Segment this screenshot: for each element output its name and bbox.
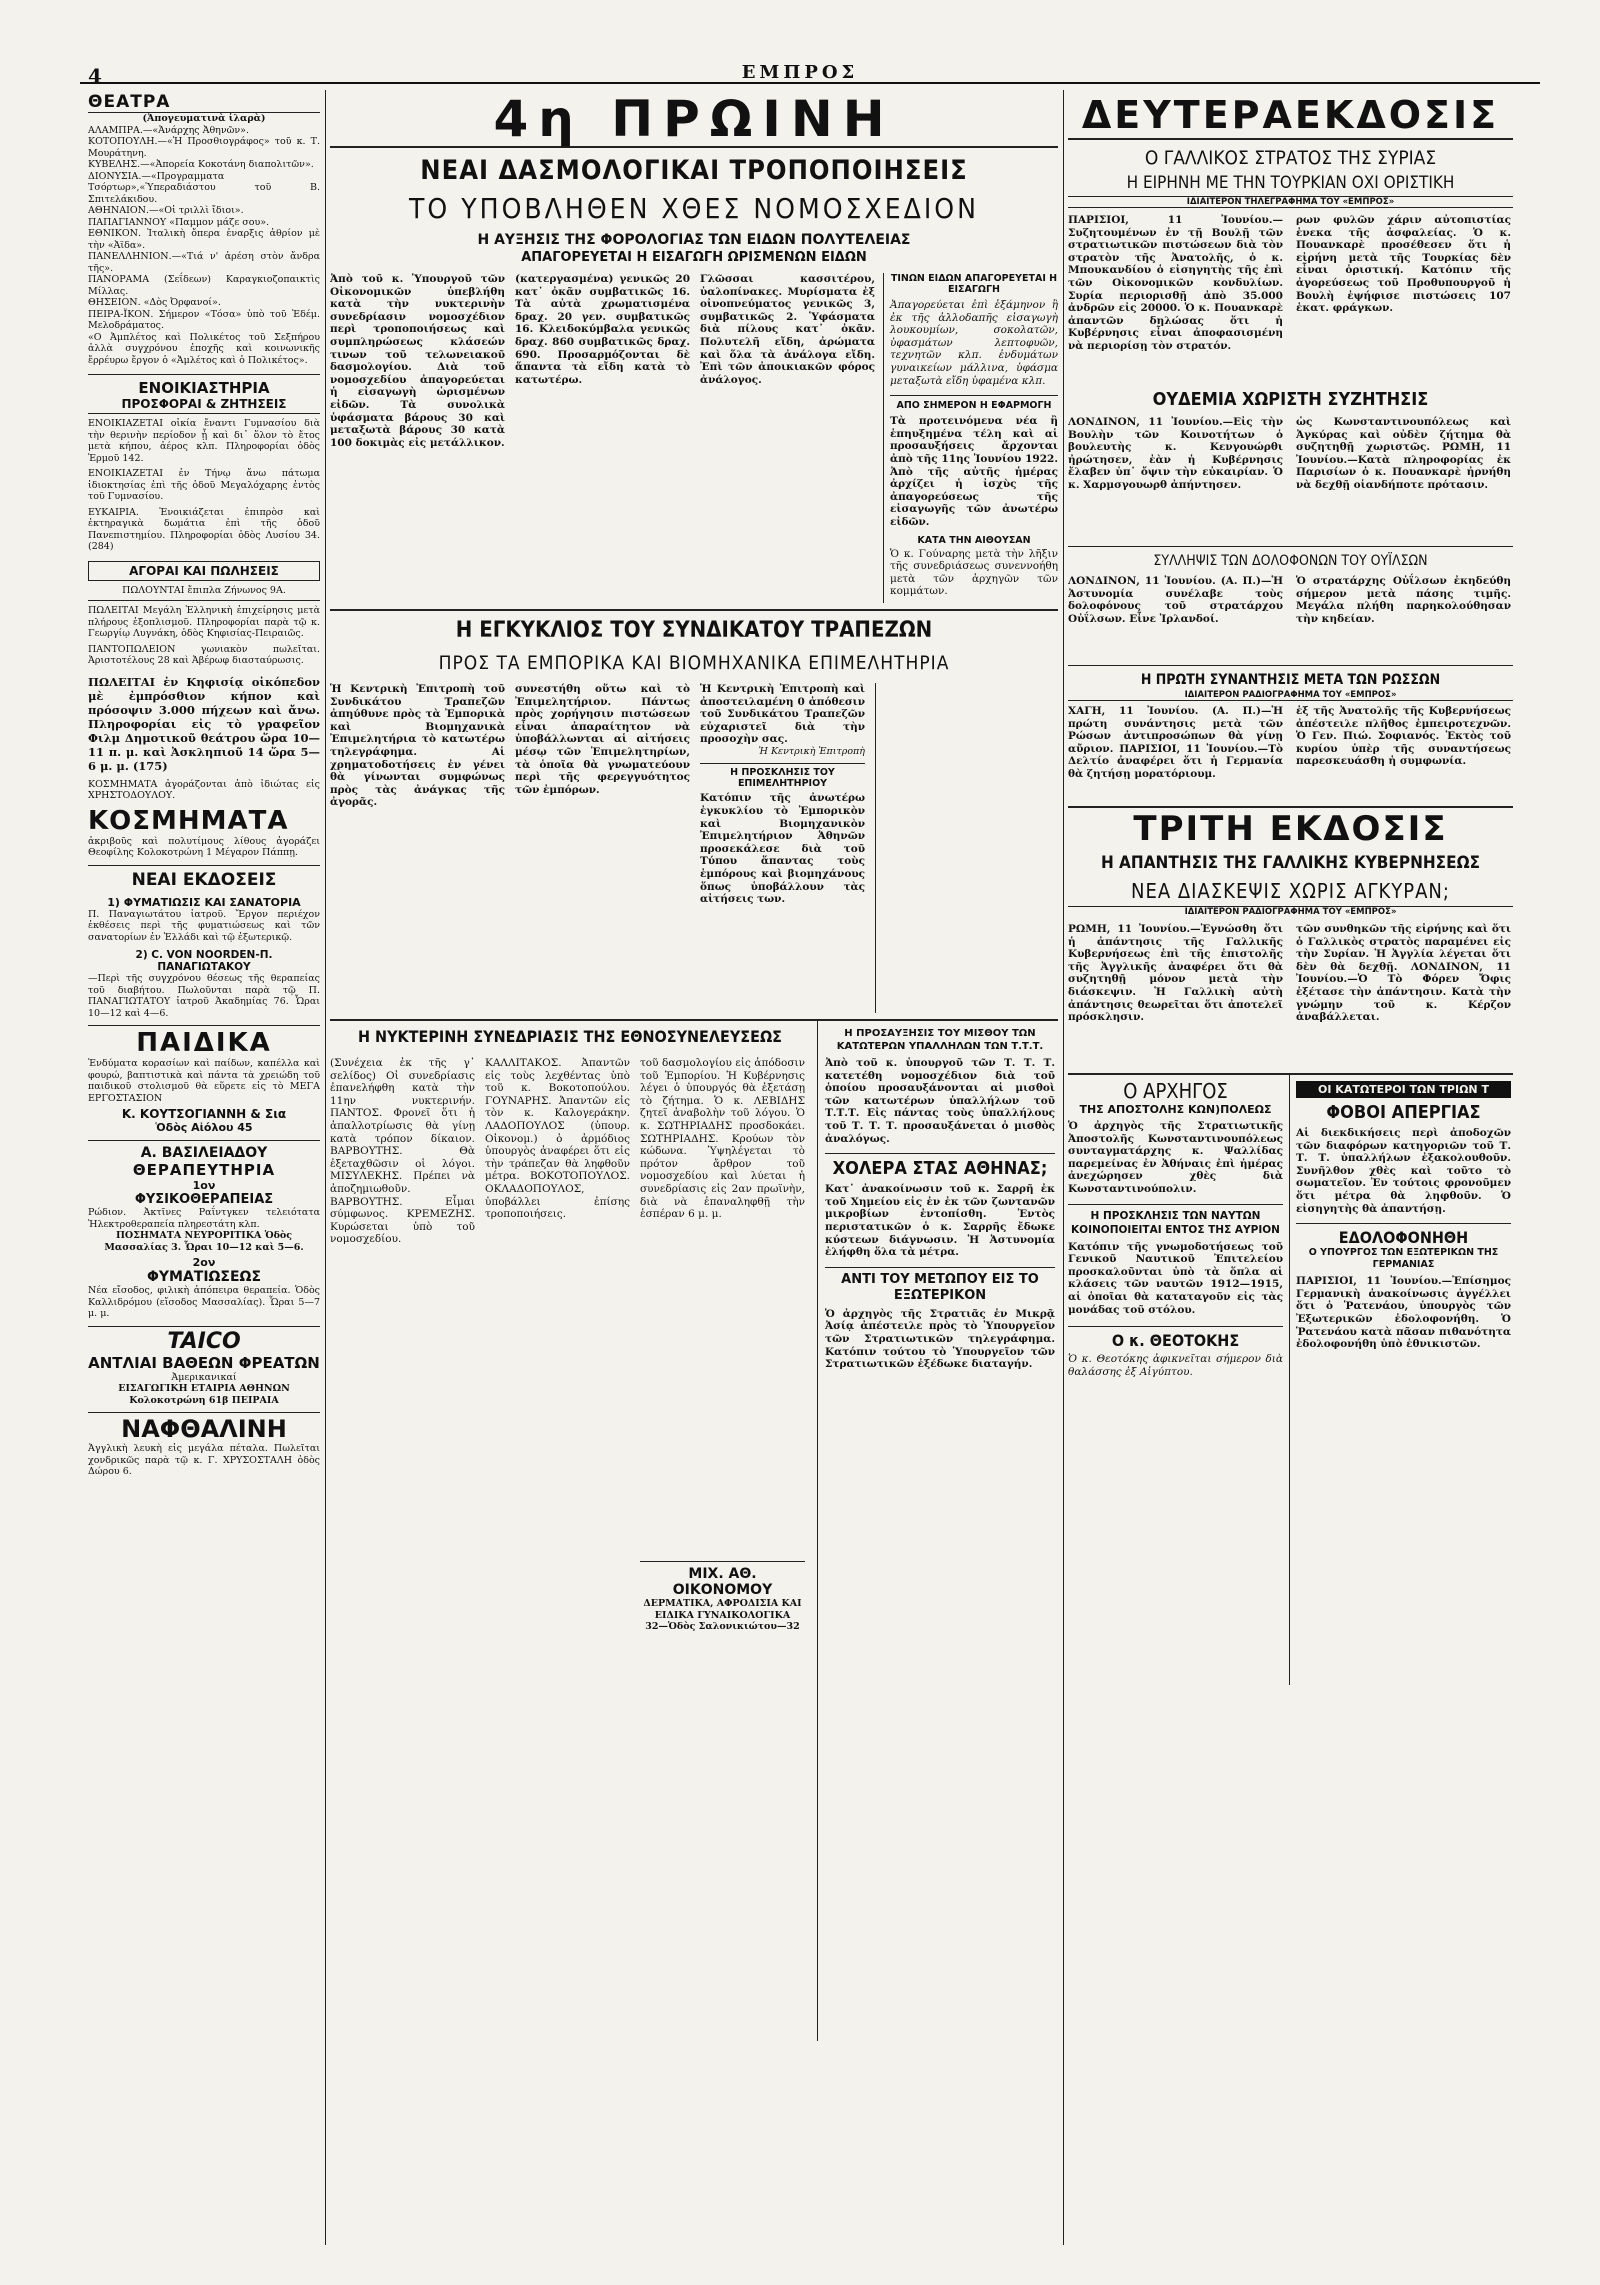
- russia-credit: ΙΔΙΑΙΤΕΡΟΝ ΡΑΔΙΟΓΡΑΦΗΜΑ ΤΟΥ «ΕΜΠΡΟΣ»: [1068, 690, 1513, 701]
- third-headline: Η ΑΠΑΝΤΗΣΙΣ ΤΗΣ ΓΑΛΛΙΚΗΣ ΚΥΒΕΡΝΗΣΕΩΣ: [1100, 853, 1481, 873]
- welfare-header: Η ΠΡΟΣΚΛΗΣΙΣ ΤΟΥ ΕΠΙΜΕΛΗΤΗΡΙΟΥ: [700, 763, 865, 789]
- article-column: τῶν συνθηκῶν τῆς εἰρήνης καὶ ὅτι ὁ Γαλλικὸς στρατὸς παραμένει εἰς τὴν Συρίαν. Ἡ Ἀγγλία λέγεται ὅτι δὲν θὰ δεχθῇ. ΛΟΝΔΙΝΟΝ, 11 Ἰουνίου.—Ὁ Τὸ Φόρεν Ὄφις ἐξέτασε τὴν ἀπάντησιν. Κατὰ τὴν γνώμην τοῦ κ. Κέρζον ἀναβάλλεται.: [1296, 923, 1511, 1024]
- main-headline: ΝΕΑΙ ΔΑΣΜΟΛΟΓΙΚΑΙ ΤΡΟΠΟΠΟΙΗΣΕΙΣ: [420, 155, 968, 186]
- article-column: Γλῶσσαι κασσιτέρου, ὑαλοπίνακες. Μυρίσματα ἐξ οἰνοπνεύματος γενικῶς 3, συμβατικῶς 2. Ὑφάσματα διὰ πίλους κατ᾽ ὀκᾶν. Πολυτελῆ εἴδη, ἀρώματα καὶ ὅλα τὰ ἀνάλογα εἴδη. Ἐπὶ τῶν ἀποικιακῶν φόρος ἀνάλογος.: [700, 273, 875, 386]
- children-text: Ἐνδύματα κορασίων καὶ παίδων, καπέλλα καὶ φουρώ, βαπτιστικὰ καὶ πάντα τὰ χρειώδη τοῦ παιδικοῦ στολισμοῦ θὰ εὕρετε εἰς τὸ ΜΕΓΑ ΕΡΓΟΣΤΑΣΙΟΝ: [88, 1058, 320, 1104]
- article-column: ΛΟΝΔΙΝΟΝ, 11 Ἰουνίου.—Εἰς τὴν Βουλὴν τῶν Κοινοτήτων ὁ βουλευτὴς κ. Κενγουώρθι ἠρώτησεν, ἐὰν ἡ Κυβέρνησις ἔλαβεν ὑπ᾽ ὄψιν τὴν εὐκαιρίαν. Ὁ κ. Χαρμσγουωρθ ἀπήντησεν.: [1068, 416, 1283, 491]
- apply-header: ΑΠΟ ΣΗΜΕΡΟΝ Η ΕΦΑΡΜΟΓΗ: [896, 400, 1052, 412]
- book-title: 1) ΦΥΜΑΤΙΩΣΙΣ ΚΑΙ ΣΑΝΑΤΟΡΙΑ: [107, 895, 301, 909]
- banks-article: [330, 683, 1058, 1013]
- syria-article: [1068, 214, 1513, 384]
- top-rule: [80, 82, 1540, 84]
- cholera-text: Κατ᾽ ἀνακοίνωσιν τοῦ κ. Σαρρῆ ἐκ τοῦ Χημείου εἰς ἐν ἐκ τῶν ζωντανῶν μικροβίων ἐντοπίσθη. Ἐντὸς περιστατικῶν ὁ κ. Σαρρῆς ἔδωκε κύστεων διάγνωσιν. Ἡ Ἀστυνομία ἐλήφθη ὅλα τὰ μέτρα.: [825, 1183, 1055, 1259]
- children-header: ΠΑΙΔΙΚΑ: [136, 1028, 272, 1058]
- divider: [330, 609, 1058, 611]
- physio-text: Νέα εἴσοδος, φιλικὴ ἀπόπειρα θεραπεία. Ὁδὸς Καλλιδρόμου (εἴσοδος Μασσαλίας). Ὧραι 5—7 μ. μ.: [88, 1285, 320, 1319]
- plot-ad: ΠΩΛΕΙΤΑΙ ἐν Κηφισίᾳ οἰκόπεδον μὲ ἐμπρόσθιον κήπον καὶ πρόσοψιν 3.000 πήχεων καὶ ἄνω. Πληροφορίαι εἰς τὸ γραφεῖον Φιλμ Δημοτικοῦ θεάτρου ὥρα 10—11 π. μ. καὶ Ἀσκληπιοῦ 14 ὥρα 5—6 μ. μ. (175): [88, 674, 320, 773]
- article-column: (κατεργασμένα) γενικῶς 20 κατ᾽ ὀκᾶν συμβατικῶς 16. Τὰ αὐτὰ χρωματισμένα δραχ. 20 γεν. συμβατικῶς 16. Κλειδοκύμβαλα γενικῶς δραχ. 860 συμβατικῶς δραχ. 690. Προσαρμόζονται δὲ ἅπαντα τὰ εἴδη κατὰ τὸ κατωτέρω.: [515, 273, 690, 386]
- rent-subheader: ΠΡΟΣΦΟΡΑΙ & ΖΗΤΗΣΕΙΣ: [88, 397, 320, 414]
- rent-ad: ΕΥΚΑΙΡΙΑ. Ἐνοικιάζεται ἐπιπρὸσ καὶ ἐκτηραγικὰ δωμάτια ἐπὶ τῆς ὁδοῦ Πανεπιστημίου. Πληροφορίαι ὁδὸς Λυσίου 34. (284): [88, 506, 320, 552]
- debate-text: Ὁ κ. Γούναρης μετὰ τὴν λῆξιν τῆς συνεδριάσεως συνεννοήθη μετὰ τῶν ἀρχηγῶν τῶν κομμάτων.: [890, 547, 1058, 598]
- edition-title: 4η ΠΡΩΙΝΗ: [330, 92, 1058, 148]
- new-editions-header: ΝΕΑΙ ΕΚΔΟΣΕΙΣ: [131, 869, 277, 890]
- abroad-headline: ΑΝΤΙ ΤΟΥ ΜΕΤΩΠΟΥ ΕΙΣ ΤΟ ΕΞΩΤΕΡΙΚΟΝ: [841, 1271, 1039, 1303]
- patriarch-head-1: Ο ΑΡΧΗΓΟΣ: [1123, 1079, 1228, 1103]
- unemploy-text: Αἱ διεκδικήσεις περὶ ἀποδοχῶν τῶν διαφόρων κατηγοριῶν τοῦ Τ. Τ. Τ. ὑπαλλήλων ἐξακολουθοῦν. Συνῆλθον χθὲς καὶ τοῦτο τὸ σωματεῖον. Ἐν τούτοις φρονοῦμεν ὅτι μέτρα θὰ ληφθοῦν. Ὁ εἰσηγητὴς θὰ ἀπαντήσῃ.: [1296, 1127, 1511, 1215]
- article-column: συνεστήθη οὕτω καὶ τὸ Ἐπιμελητήριον. Πάντως πρὸς χορήγησιν πιστώσεων εἶναι ἀπαραίτητον νὰ ὑποβάλλωνται αἱ αἰτήσεις μέσῳ τῶν Ἐπιμελητηρίων, τὰ ὁποῖα θὰ γνωματεύουν περὶ τῆς φερεγγυότητος τῶν ἐμπόρων.: [515, 683, 690, 796]
- pumps-origin: Ἀμερικανικαί: [171, 1371, 237, 1383]
- theatre-line: ΠΑΝΕΛΛΗΝΙΟΝ.—«Τιά ν' ἀρέση στὸν ἄνδρα τῆς».: [88, 251, 320, 274]
- germany-sub: Ο ΥΠΟΥΡΓΟΣ ΤΩΝ ΕΞΩΤΕΡΙΚΩΝ ΤΗΣ ΓΕΡΜΑΝΙΑΣ: [1308, 1247, 1499, 1271]
- theatre-line: ΘΗΣΕΙΟΝ. «Δὸς Ὀρφανοί».: [88, 297, 221, 308]
- left-column: [88, 92, 320, 2272]
- divider: [88, 865, 320, 866]
- right-lower-left: [1068, 1075, 1283, 1378]
- article-column: (Συνέχεια ἐκ τῆς γ᾽ σελίδος) Οἱ συνεδρίασις ἐπανελήφθη κατὰ τὴν 11ην νυκτερινήν. ΠΑΝΤΟΣ. Φρονεῖ ὅτι ἡ ἀπαλλοτρίωσις θὰ γίνῃ κατὰ τρόπον δίκαιον. ΒΑΡΒΟΥΤΗΣ. Θὰ ἐξεταχθῶσιν οἱ λόγοι. ΜΙΣΥΛΕΚΗΣ. Πρέπει νὰ ἀποζημιωθοῦν. ΒΑΡΒΟΥΤΗΣ. Εἶμαι σύμφωνος. ΚΡΕΜΕΖΗΣ. Κυρώσεται ὑπὸ τοῦ νομοσχεδίου.: [330, 1057, 475, 1246]
- divider: [1068, 1326, 1283, 1327]
- second-edition-title: ΔΕΥΤΕΡΑΕΚΔΟΣΙΣ: [1068, 92, 1513, 140]
- rent-header: ΕΝΟΙΚΙΑΣΤΗΡΙΑ: [138, 379, 270, 397]
- theatre-line: ΚΥΒΕΛΗΣ.—«Ἀπορεία Κοκοτάνη διαπολιτῶν».: [88, 159, 314, 170]
- article-column: Ἀπὸ τοῦ κ. Ὑπουργοῦ τῶν Οἰκονομικῶν ὑπεβλήθη κατὰ τὴν νυκτερινὴν συνεδρίασιν νομοσχέδιον περὶ τροποποιήσεως καὶ συμπληρώσεως κλάσεών τινων τοῦ τελωνειακοῦ δασμολογίου. Διὰ τοῦ νομοσχεδίου ἀπαγορεύεται ἡ εἰσαγωγὴ ὡρισμένων εἰδῶν. Τὰ συνολικὰ ὑφάσματα βάρους 30 καὶ μεταξωτὰ βάρους 30 κατὰ 100 δοκιμὰς εἰς μετάλλικον.: [330, 273, 505, 449]
- banks-headline: Η ΕΓΚΥΚΛΙΟΣ ΤΟΥ ΣΥΝΔΙΚΑΤΟΥ ΤΡΑΠΕΖΩΝ: [455, 618, 933, 643]
- theatre-line: ΠΕΙΡΑ-ΪΚΟΝ. Σήμερον «Τόσα» ὑπὸ τοῦ Ἐδέμ. Μελοδράματος.: [88, 308, 320, 331]
- unemploy-sub: ΦΟΒΟΙ ΑΠΕΡΓΙΑΣ: [1326, 1102, 1481, 1123]
- buy-sell-ad: ΠΩΛΕΙΤΑΙ Μεγάλη Ἑλληνικὴ ἐπιχείρησις μετὰ πλήρους ἐξοπλισμοῦ. Πληροφορίαι παρὰ τῷ κ. Γεωργίῳ Λυγνάκη, ὁδὸς Κηφισίας-Πειραιῶς.: [88, 605, 320, 639]
- nodisc-article: [1068, 416, 1513, 546]
- unemploy-headline: ΟΙ ΚΑΤΩΤΕΡΟΙ ΤΩΝ ΤΡΙΩΝ Τ: [1296, 1081, 1511, 1098]
- divider: [88, 600, 320, 601]
- theatre-line: ΠΑΝΟΡΑΜΑ (Σεΐδεων) Καραγκιοζοπαικτὶς Μίλλας.: [88, 274, 320, 297]
- paper-name: ΕΜΠΡΟΣ: [741, 62, 859, 83]
- divider: [1068, 665, 1513, 666]
- article-column: Ἡ Κεντρικὴ Ἐπιτροπὴ καὶ ἀποστειλαμένη 0 ἀπόθεσιν τοῦ Συνδικάτου Τραπεζῶν εὐχαριστεῖ διὰ τὴν προσοχὴν σας.: [700, 683, 865, 746]
- sailors-headline: Η ΠΡΟΣΚΛΗΣΙΣ ΤΩΝ ΝΑΥΤΩΝ ΚΟΙΝΟΠΟΙΕΙΤΑΙ ΕΝΤΟΣ ΤΗΣ ΑΥΡΙΟΝ: [1071, 1209, 1280, 1236]
- theatre-header: ΘΕΑΤΡΑ: [88, 92, 320, 113]
- theatre-line: ΔΙΟΝΥΣΙΑ.—«Προγραμματα Τσόρτωρ»,«Ὑπεραδιάστου τοῦ Β. Σπιτελάκιδου.: [88, 170, 320, 205]
- theatre-line: ΕΘΝΙΚΟΝ. Ἰταλικὴ ὄπερα ἐναρξις ἀθρίον μὲ τὴν «Ἀϊδα».: [88, 228, 320, 251]
- cholera-headline: ΧΟΛΕΡΑ ΣΤΑΣ ΑΘΗΝΑΣ;: [832, 1158, 1048, 1180]
- abroad-text: Ὁ ἀρχηγὸς τῆς Στρατιᾶς ἐν Μικρᾷ Ἀσίᾳ ἀπέστειλε πρὸς τὸ Ὑπουργεῖον τῶν Στρατιωτικῶν τηλεγράφημα. Κατόπιν τούτου τὸ Ὑπουργεῖον τῶν Στρατιωτικῶν ἐξέδωκε διαταγήν.: [825, 1307, 1055, 1371]
- article-column: Ἡ Κεντρικὴ Ἐπιτροπὴ τοῦ Συνδικάτου Τραπεζῶν ἀπηύθυνε πρὸς τὰ Ἐμπορικὰ καὶ Βιομηχανικὰ Ἐπιμελητήρια τὸ κατωτέρω τηλεγράφημα. Αἱ χρηματοδοτήσεις ἐν γένει θὰ γίνωνται συμφώνως πρὸς τὰς ἀνάγκας τῆς ἀγορᾶς.: [330, 683, 505, 809]
- parliament-article: [330, 1021, 810, 1632]
- banks-side: [700, 683, 865, 906]
- patriarch-head-2: ΤΗΣ ΑΠΟΣΤΟΛΗΣ ΚΩΝ)ΠΟΛΕΩΣ: [1079, 1103, 1272, 1116]
- column-rule: [817, 1021, 818, 2041]
- column-rule: [1289, 1075, 1290, 1685]
- divider: [825, 1267, 1055, 1268]
- ban-header: ΤΙΝΩΝ ΕΙΔΩΝ ΑΠΑΓΟΡΕΥΕΤΑΙ Η ΕΙΣΑΓΩΓΗ: [890, 273, 1058, 295]
- ban-box: [890, 273, 1058, 598]
- divider: [88, 1140, 320, 1141]
- theatre-sub: (Ἀπογευματινὰ ἱλαρὰ): [142, 113, 266, 124]
- theotokis-text: Ὁ κ. Θεοτόκης ἀφικνεῖται σήμερον διὰ θαλάσσης ἐξ Αἰγύπτου.: [1068, 1353, 1283, 1378]
- article-column: ἐξ τῆς Ἀνατολῆς τῆς Κυβερνήσεως ἀπέστειλε πλῆθος ἐμπειροτεχνῶν. Ὁ Γεν. Πιώ. Σοφιανός. Ἐκτὸς τοῦ κυρίου ὑπὲρ τῆς συναντήσεως παρεσκευάσθη ἡ συμφωνία.: [1296, 705, 1511, 768]
- germany-headline: ΕΔΟΛΟΦΟΝΗΘΗ: [1338, 1228, 1469, 1248]
- article-column: ΚΑΛΛΙΤΑΚΟΣ. Ἀπαντῶν εἰς τοὺς λεχθέντας ὑπὸ τοῦ κ. Βοκοτοπούλου. ΓΟΥΝΑΡΗΣ. Ἀπαντῶν εἰς τὸν κ. Καλογεράκην. ΛΑΔΟΠΟΥΛΟΣ (ὑπουρ. Οἰκονομ.) ὁ ἀρμόδιος ὑπουργὸς ἀναφέρει ὅτι εἰς τὴν τράπεζαν θὰ ληφθοῦν μέτρα. ΒΟΚΟΤΟΠΟΥΛΟΣ. ΟΚΛΑΔΟΠΟΥΛΟΣ, ὑποβάλλει ἐπίσης τροποποιήσεις.: [485, 1057, 630, 1221]
- right-column: [1068, 92, 1513, 2272]
- divider: [890, 395, 1058, 396]
- clinic-text: ΔΕΡΜΑΤΙΚΑ, ΑΦΡΟΔΙΣΙΑ ΚΑΙ ΕΙΔΙΚΑ ΓΥΝΑΙΚΟΛΟΓΙΚΑ: [643, 1598, 802, 1621]
- pumps-header: ΑΝΤΛΙΑΙ ΒΑΘΕΩΝ ΦΡΕΑΤΩΝ: [88, 1353, 320, 1372]
- physio-name-2: ΦΥΜΑΤΙΩΣΕΩΣ: [146, 1269, 262, 1285]
- book-text: Π. Παναγιωτάτου ἰατροῦ. Ἔργον περιέχον ἐκθέσεις περὶ τῆς φυματιώσεως καὶ τῶν σανατορίων ἐν Ἑλλάδι καὶ τῷ ἐξωτερικῷ.: [88, 908, 320, 943]
- clinic-ad: [640, 1561, 805, 1633]
- apply-text: Τὰ προτεινόμενα νέα ἢ ἐπηυξημένα τέλη καὶ αἱ προσαυξήσεις ἄρχονται ἀπὸ τῆς 11ης Ἰουνίου 1922. Ἀπὸ τῆς αὐτῆς ἡμέρας ἀρχίζει ἡ ἰσχὺς τῆς ἀπαγορεύσεως τῆς εἰσαγωγῆς τῶν ἀνωτέρω εἰδῶν.: [890, 415, 1058, 528]
- children-address: Ὁδὸς Αἰόλου 45: [155, 1121, 253, 1134]
- pumps-text: ΕΙΣΑΓΩΓΙΚΗ ΕΤΑΙΡΙΑ ΑΘΗΝΩΝ Κολοκοτρώνη 61β ΠΕΙΡΑΙΑ: [118, 1383, 290, 1406]
- divider: [88, 374, 320, 375]
- buy-sell-line: ΠΩΛΟΥΝΤΑΙ ἔπιπλα Ζήνωνος 9Α.: [122, 584, 286, 596]
- germany-text: ΠΑΡΙΣΙΟΙ, 11 Ἰουνίου.—Ἐπίσημος Γερμανικὴ ἀνακοίνωσις ἀγγέλλει ὅτι ὁ Ῥατενάου, ὑπουργὸς τῶν Ἐξωτερικῶν ἐδολοφονήθη. Ὁ Ῥατενάου κατὰ πᾶσαν πιθανότητα ἐδολοφονήθη ὑπὸ ἐθνικιστῶν.: [1296, 1275, 1511, 1351]
- physio-title: ΘΕΡΑΠΕΥΤΗΡΙΑ: [132, 1161, 276, 1179]
- jewelry-text: ἀκριβοῦς καὶ πολυτίμους λίθους ἀγοράζει Θεοφίλης Κολοκοτρώνη 1 Μέγαρον Πάππῃ.: [88, 835, 320, 858]
- physio-hours: ΠΟΣΗΜΑΤΑ ΝΕΥΡΟΡΙΤΙΚΑ Ὁδὸς Μασσαλίας 3. Ὧραι 10—12 καὶ 5—6.: [104, 1230, 304, 1253]
- russia-headline: Η ΠΡΩΤΗ ΣΥΝΑΝΤΗΣΙΣ ΜΕΤΑ ΤΩΝ ΡΩΣΣΩΝ: [1140, 672, 1441, 688]
- tax-text: Ἀπὸ τοῦ κ. ὑπουργοῦ τῶν Τ. Τ. Τ. κατετέθη νομοσχέδιον διὰ τοῦ ὁποίου προσαυξάνονται αἱ μισθοὶ τῶν κατωτέρων ὑπαλλήλων τοῦ Τ.Τ.Τ. Εἰς πάντας τοὺς ὑπαλλήλους τοῦ Τ. Τ. Τ. προσαυξάνεται ὁ μισθὸς ἀναλόγως.: [825, 1057, 1055, 1145]
- tax-headline: Η ΠΡΟΣΑΥΞΗΣΙΣ ΤΟΥ ΜΙΣΘΟΥ ΤΩΝ ΚΑΤΩΤΕΡΩΝ ΥΠΑΛΛΗΛΩΝ ΤΩΝ Τ.Τ.Τ.: [836, 1028, 1044, 1052]
- physio-number: 2ον: [192, 1256, 216, 1269]
- divider: [1068, 546, 1513, 547]
- third-article: [1068, 923, 1513, 1073]
- right-lower: [1068, 1075, 1513, 1685]
- theatre-listings: [88, 125, 320, 367]
- debate-header: ΚΑΤΑ ΤΗΝ ΑΙΘΟΥΣΑΝ: [917, 534, 1031, 546]
- clinic-address: 32—Ὁδὸς Σαλονικιώτου—32: [645, 1621, 800, 1632]
- column-rule: [1063, 90, 1064, 2245]
- naphthalene-header: ΝΑΦΘΑΛΙΝΗ: [121, 1415, 287, 1443]
- physio-name-1: ΦΥΣΙΚΟΘΕΡΑΠΕΙΑΣ: [134, 1192, 274, 1207]
- center-column: [330, 92, 1058, 2272]
- rent-ad: ΕΝΟΙΚΙΑΖΕΤΑΙ ἐν Τήνῳ ἄνω πάτωμα ἰδιοκτησίας ἐπὶ τῆς ὁδοῦ Μεγαλόχαρης ἐντὸς τοῦ Γυμνασίου.: [88, 468, 320, 502]
- article-column: ΧΑΓΗ, 11 Ἰουνίου. (Α. Π.)—Ἡ πρώτη συνάντησις μετὰ τῶν Ρώσων ἀντιπροσώπων θὰ γίνῃ αὔριον. ΠΑΡΙΣΙΟΙ, 11 Ἰουνίου.—Τὸ Δελτίο ἀναφέρει ὅτι ἡ Γερμανία θὰ ζητήσῃ μορατόριουμ.: [1068, 705, 1283, 780]
- banks-subheadline: ΠΡΟΣ ΤΑ ΕΜΠΟΡΙΚΑ ΚΑΙ ΒΙΟΜΗΧΑΝΙΚΑ ΕΠΙΜΕΛΗΤΗΡΙΑ: [438, 652, 950, 674]
- arrest-headline: ΣΥΛΛΗΨΙΣ ΤΩΝ ΔΟΛΟΦΟΝΩΝ ΤΟΥ ΟΥΪΛΣΩΝ: [1153, 553, 1428, 569]
- tariff-article: [330, 273, 1058, 603]
- divider: [88, 1025, 320, 1026]
- theatre-line: ΑΘΗΝΑΙΟΝ.—«Οἱ τριλλὶ ἴδιοι».: [88, 205, 244, 216]
- divider: [825, 1153, 1055, 1154]
- book-text: —Περὶ τῆς συγχρόνου θέσεως τῆς θεραπείας τοῦ διαβήτου. Πωλοῦνται παρὰ τῷ Π. ΠΑΝΑΓΙΩΤΑΤΟΥ ἰατροῦ Ἀκαδημίας 76. Ὧραι 10—12 καὶ 4—6.: [88, 973, 320, 1019]
- physio-name: Α. ΒΑΣΙΛΕΙΑΔΟΥ: [140, 1145, 268, 1161]
- book-title: 2) C. VON NOORDEN-Π. ΠΑΝΑΓΙΩΤΑΚΟΥ: [135, 949, 273, 973]
- taico-header: TAICO: [167, 1328, 241, 1354]
- right-lower-right: [1296, 1075, 1511, 1351]
- buy-sell-ad: ΠΑΝΤΟΠΩΛΕΙΟΝ γωνιακὸν πωλεῖται. Ἀριστοτέλους 28 καὶ Ἀβέρωφ διασταύρωσις.: [88, 643, 320, 666]
- jewelry-ad: ΚΟΣΜΗΜΑΤΑ ἀγοράζονται ἀπὸ ἰδιώτας εἰς ΧΡΗΣΤΟΔΟΥΛΟΥ.: [88, 778, 320, 801]
- article-column: τοῦ δασμολογίου εἰς ἀπόδοσιν τοῦ Ἐμπορίου. Ἡ Κυβέρνησις λέγει ὁ ὑπουργός θὰ ἐξετάσῃ τὸ ζήτημα. Ὁ κ. ΛΕΒΙΔΗΣ ζητεῖ ἀναβολὴν τοῦ λόγου. Ὁ κ. ΣΩΤΗΡΙΑΔΗΣ προσδοκάει. ΣΩΤΗΡΙΑΔΗΣ. Κρούων τὸν κώδωνα. Ὑψηλέγεται τὸ πρότον ἄρθρον τοῦ νομοσχεδίου καὶ λύεται ἡ συνεδρίασις εἰς 2αν πρωϊνὴν, διὰ νὰ ἐπαναληφθῇ τὴν ἑσπέραν 6 μ. μ.: [640, 1057, 805, 1221]
- column-rule: [875, 683, 876, 1013]
- syria-headline: Ο ΓΑΛΛΙΚΟΣ ΣΤΡΑΤΟΣ ΤΗΣ ΣΥΡΙΑΣ: [1144, 147, 1437, 169]
- sailors-text: Κατόπιν τῆς γνωμοδοτήσεως τοῦ Γενικοῦ Ναυτικοῦ Ἐπιτελείου προσκαλοῦνται ὑπὸ τὰ ὅπλα αἱ κλάσεις τῶν ναυτῶν 1912—1915, αἱ ὁποῖαι θὰ καταταγοῦν εἰς τὰς μονάδας τοῦ στόλου.: [1068, 1240, 1283, 1316]
- lower-center: [330, 1021, 1058, 2041]
- russia-article: [1068, 705, 1513, 800]
- deck-2: ΑΠΑΓΟΡΕΥΕΤΑΙ Η ΕΙΣΑΓΩΓΗ ΩΡΙΣΜΕΝΩΝ ΕΙΔΩΝ: [521, 250, 867, 265]
- article-column: ΛΟΝΔΙΝΟΝ, 11 Ἰουνίου. (Α. Π.)—Ἡ Ἀστυνομία συνέλαβε τοὺς δολοφόνους τοῦ στρατάρχου Οὐΐλσων. Εἶνε Ἰρλανδοί.: [1068, 575, 1283, 625]
- syria-subheadline: Η ΕΙΡΗΝΗ ΜΕ ΤΗΝ ΤΟΥΡΚΙΑΝ ΟΧΙ ΟΡΙΣΤΙΚΗ: [1126, 173, 1455, 193]
- theatre-line: ΚΟΤΟΠΟΥΛΗ.—«Ἡ Προσθιογράφος» τοῦ κ. Τ. Μουράτηνη.: [88, 136, 320, 159]
- children-store: Κ. ΚΟΥΤΣΟΓΙΑΝΝΗ & Σια: [121, 1107, 287, 1121]
- syria-credit: ΙΔΙΑΙΤΕΡΟΝ ΤΗΛΕΓΡΑΦΗΜΑ ΤΟΥ «ΕΜΠΡΟΣ»: [1068, 196, 1513, 208]
- column-rule: [325, 90, 326, 2245]
- article-column: ὡς Κωνσταντινουπόλεως καὶ Ἀγκύρας καὶ οὐδὲν ζήτημα θὰ συζητηθῇ χωριστῶς. ΡΩΜΗ, 11 Ἰουνίου.—Κατὰ πληροφορίας ἐκ Παρισίων ὁ κ. Πουανκαρὲ ἠρνήθη νὰ δεχθῇ οἱανδήποτε πρότασιν.: [1296, 416, 1511, 491]
- page-number: 4: [88, 64, 102, 88]
- parliament-headline: Η ΝΥΚΤΕΡΙΝΗ ΣΥΝΕΔΡΙΑΣΙΣ ΤΗΣ ΕΘΝΟΣΥΝΕΛΕΥΣΕΩΣ: [357, 1027, 783, 1046]
- physio-number: 1ον: [192, 1179, 216, 1192]
- divider: [1296, 1223, 1511, 1224]
- physio-text: Ρώδιον. Ἀκτῖνες Ραΐντγκεν τελειότατα Ἠλεκτροθεραπεία πληρεστάτη κλπ.: [88, 1207, 320, 1230]
- theotokis-headline: Ο κ. ΘΕΟΤΟΚΗΣ: [1111, 1331, 1240, 1351]
- third-subheadline: ΝΕΑ ΔΙΑΣΚΕΨΙΣ ΧΩΡΙΣ ΑΓΚΥΡΑΝ;: [1131, 879, 1450, 903]
- rent-ad: ΕΝΟΙΚΙΑΖΕΤΑΙ οἰκία ἔναντι Γυμνασίου διὰ τὴν θερινὴν περίοδον ᾗ καὶ δι᾽ ὅλον τὸ ἔτος μετὰ κήπου, ἀέρος κλπ. Πληροφορίαι ὁδὸς Ἐρμοῦ 142.: [88, 418, 320, 464]
- jewelry-header: ΚΟΣΜΗΜΑΤΑ: [88, 805, 289, 836]
- deck-1: Η ΑΥΞΗΣΙΣ ΤΗΣ ΦΟΡΟΛΟΓΙΑΣ ΤΩΝ ΕΙΔΩΝ ΠΟΛΥΤΕΛΕΙΑΣ: [477, 232, 911, 248]
- clinic-name: ΜΙΧ. ΑΘ. ΟΙΚΟΝΟΜΟΥ: [640, 1561, 805, 1598]
- patriarch-text: Ὁ ἀρχηγὸς τῆς Στρατιωτικῆς Ἀποστολῆς Κωνσταντινουπόλεως συνταγματάρχης κ. Ψαλλίδας παρεμείνας ἐν Ἀθήναις ἐπὶ ἡμέρας ἀνεχώρησεν χθὲς διὰ Κωνσταντινούπολιν.: [1068, 1120, 1283, 1195]
- third-credit: ΙΔΙΑΙΤΕΡΟΝ ΡΑΔΙΟΓΡΑΦΗΜΑ ΤΟΥ «ΕΜΠΡΟΣ»: [1068, 906, 1513, 917]
- theatre-line: ΠΑΠΑΓΙΑΝΝΟΥ «Παμμον μάζε σου».: [88, 216, 270, 228]
- buy-sell-header: ΑΓΟΡΑΙ ΚΑΙ ΠΩΛΗΣΕΙΣ: [88, 561, 320, 581]
- divider: [88, 1412, 320, 1413]
- theatre-line: «Ο Ἀμπλέτος καὶ Πολικέτος τοῦ Σεξπήρου ἀλλὰ συγχρόνου ἐποχῆς καὶ κοινωνικῆς ἔρρέυρω ἔργον ὁ «Ἀμλέτος καὶ ὁ Πολικέτος».: [88, 331, 320, 366]
- article-column: ρων φυλῶν χάριν αὐτοπιστίας ἐνεκα τῆς ἀσφαλείας. Ὁ κ. Πουανκαρὲ προσέθεσεν ὅτι ἡ εἰρήνη μετὰ τῆς Τουρκίας δὲν εἶναι ὁριστική. Κατόπιν τῆς ἀγορεύσεως τοῦ Προθυπουργοῦ ἡ Βουλὴ ἐψήφισε πιστώσεις 107 ἑκατ. φράγκων.: [1296, 214, 1511, 315]
- article-column: ΡΩΜΗ, 11 Ἰουνίου.—Ἐγνώσθη ὅτι ἡ ἀπάντησις τῆς Γαλλικῆς Κυβερνήσεως ἐπὶ τῆς ἐπιστολῆς τῆς Ἀγγλικῆς ἀναφέρει ὅτι θὰ συζητηθῇ μόνον μετὰ τὴν διάσκεψιν. Ἡ Γαλλικὴ αὐτὴ ἀπάντησις θεωρεῖται ὅτι ἀποτελεῖ πρόσκλησιν.: [1068, 923, 1283, 1024]
- article-column: ΠΑΡΙΣΙΟΙ, 11 Ἰουνίου.—Συζητουμένων ἐν τῇ Βουλῇ τῶν στρατιωτικῶν πιστώσεων διὰ τὸν στρατὸν τῆς Ἀνατολῆς, ὁ κ. Μπουκανδίου ὁ εἰσηγητὴς τῆς ἐπὶ τῶν Οἰκονομικῶν κονδυλίων. Συρία περιορισθῇ ἀπὸ 35.000 ἀνδρῶν εἰς 20000. Ὁ κ. Πουανκαρὲ ἀπαντῶν δηλώσας ὅτι ἡ Κυβέρνησις εἶναι ἀποφασισμένη νὰ περιορίσῃ τὸν στρατόν.: [1068, 214, 1283, 352]
- arrest-article: [1068, 575, 1513, 665]
- right-center-articles: [825, 1021, 1055, 1371]
- naphthalene-text: Ἀγγλικὴ λευκὴ εἰς μεγάλα πέταλα. Πωλεῖται χονδρικῶς παρὰ τῷ κ. Γ. ΧΡΥΣΟΣΤΑΛΗ ὁδὸς Δώρου 6.: [88, 1443, 320, 1477]
- divider: [1068, 1204, 1283, 1205]
- welfare-text: Κατόπιν τῆς ἀνωτέρω ἐγκυκλίου τὸ Ἐμπορικὸν καὶ Βιομηχανικὸν Ἐπιμελητήριον Ἀθηνῶν προσεκάλεσε διὰ τοῦ Τύπου ἅπαντας τοὺς ἐμπόρους καὶ βιομηχάνους ὅπως ὑποβάλλουν τὰς αἰτήσεις των.: [700, 792, 865, 906]
- article-column: Ὁ στρατάρχης Οὐΐλσων ἐκηδεύθη σήμερον μετὰ πάσης τιμῆς. Μεγάλα πλήθη παρηκολούθησαν τὴν κηδείαν.: [1296, 575, 1511, 625]
- column-rule: [883, 273, 884, 603]
- third-edition-title: ΤΡΙΤΗ ΕΚΔΟΣΙΣ: [1133, 809, 1448, 849]
- ban-text: Ἀπαγορεύεται ἐπὶ ἑξάμηνον ἢ ἐκ τῆς ἀλλοδαπῆς εἰσαγωγὴ λουκουμίων, σοκολατῶν, ὑφασμάτων λεπτοφυῶν, τεχνητῶν κλπ. ἐνδυμάτων γυναικείων μάλλινα, ὑφάσμα μεταξωτὰ εἴδη ὑφαμένα κλπ.: [890, 299, 1058, 387]
- main-subheadline: ΤΟ ΥΠΟΒΛΗΘΕΝ ΧΘΕΣ ΝΟΜΟΣΧΕΔΙΟΝ: [409, 192, 979, 225]
- nodisc-headline: ΟΥΔΕΜΙΑ ΧΩΡΙΣΤΗ ΣΥΖΗΤΗΣΙΣ: [1152, 389, 1429, 410]
- theatre-line: ΑΛΑΜΠΡΑ.—«Ἀνάρχης Ἀθηνῶν».: [88, 124, 250, 136]
- banks-signature: Ἡ Κεντρικὴ Ἐπιτροπὴ: [758, 745, 865, 757]
- divider: [88, 1326, 320, 1327]
